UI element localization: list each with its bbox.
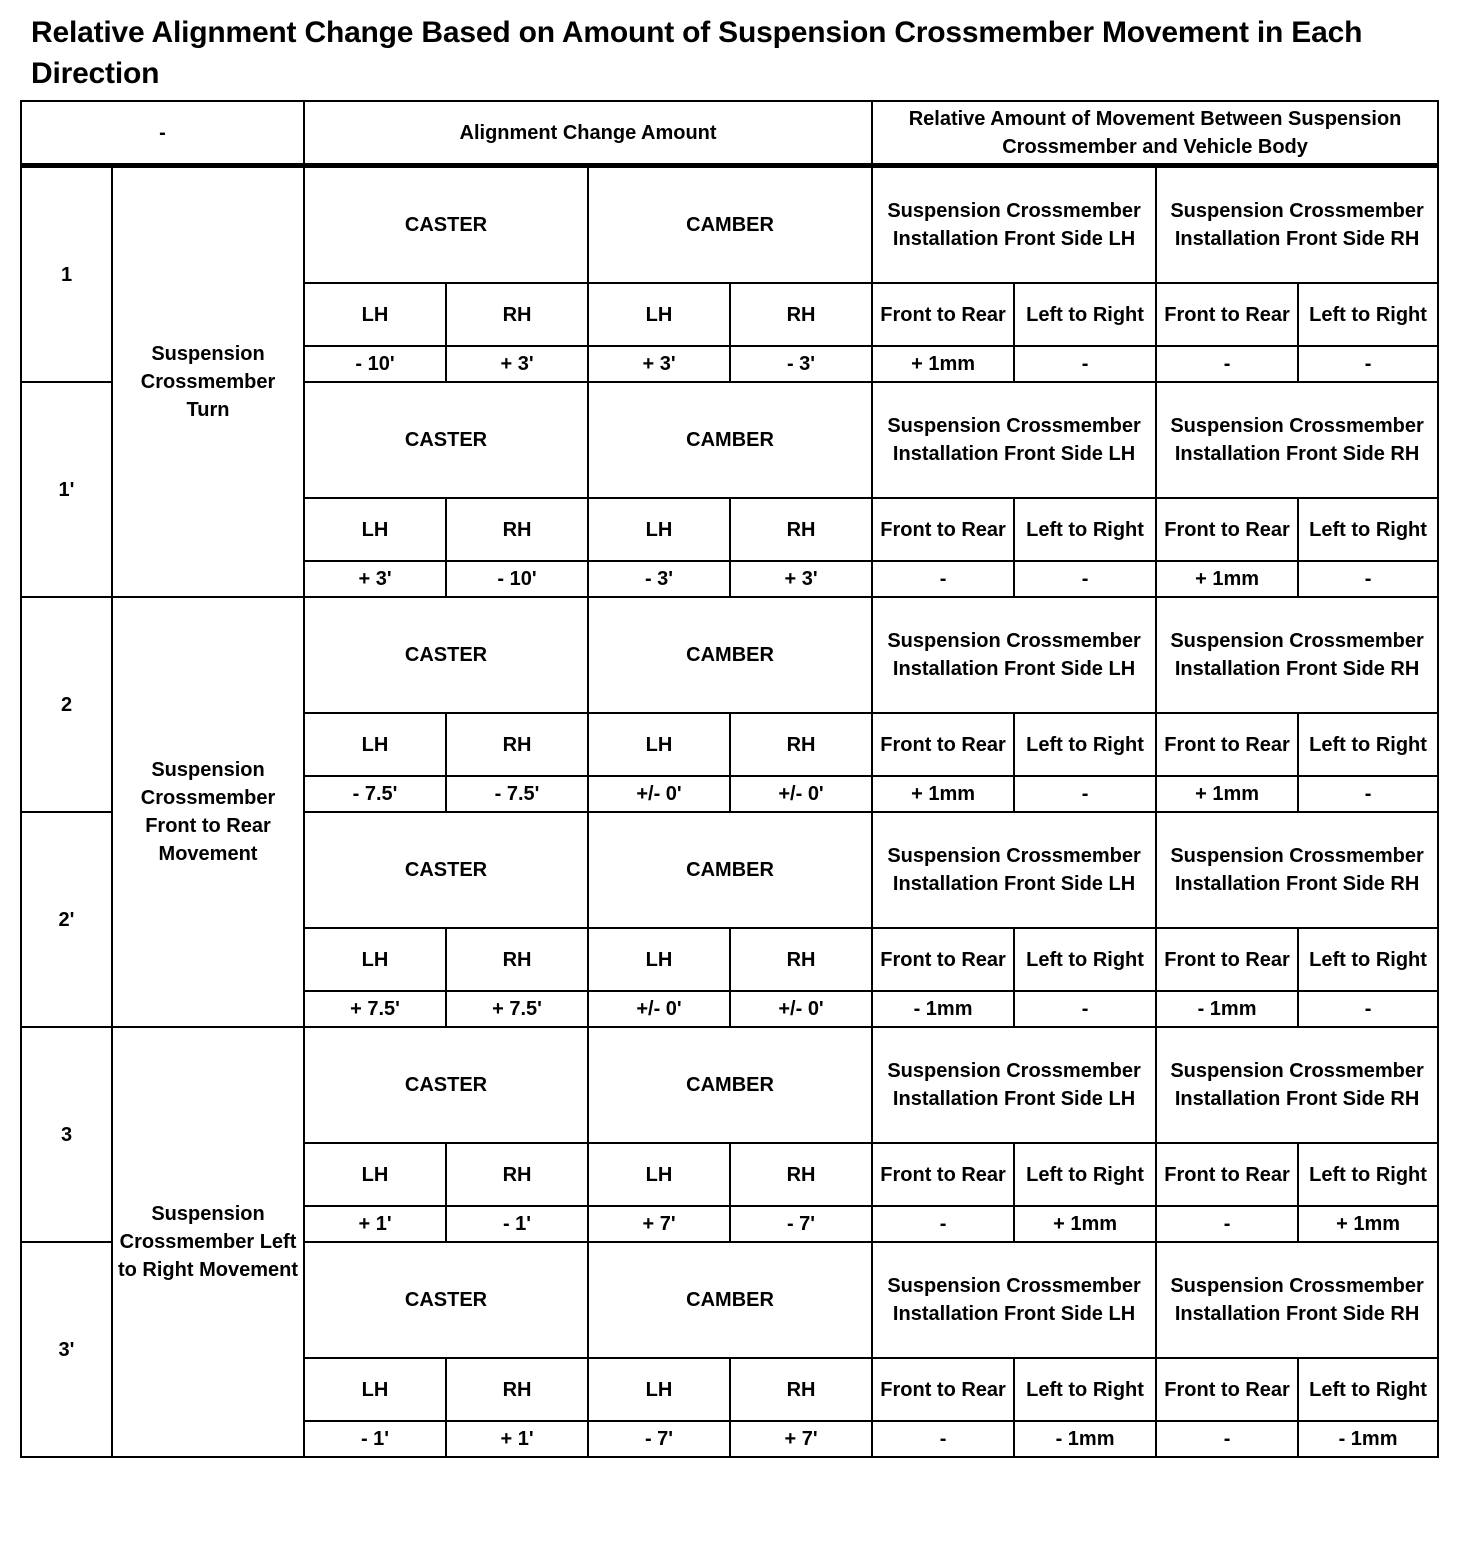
- value-cell: - 7': [588, 1421, 730, 1457]
- front-side-rh-label: Suspension Crossmember Installation Front Side RH: [1156, 382, 1438, 498]
- value-cell: + 3': [304, 561, 446, 597]
- value-cell: + 1': [446, 1421, 588, 1457]
- caster-label: CASTER: [304, 812, 588, 928]
- value-cell: - 1': [304, 1421, 446, 1457]
- front-side-lh-label: Suspension Crossmember Installation Front Side LH: [872, 812, 1156, 928]
- value-cell: - 1mm: [1298, 1421, 1438, 1457]
- front-side-lh-label: Suspension Crossmember Installation Front Side LH: [872, 1027, 1156, 1143]
- sub-header-front-to-rear: Front to Rear: [1156, 1143, 1298, 1206]
- value-cell: +/- 0': [588, 991, 730, 1027]
- camber-label: CAMBER: [588, 597, 872, 713]
- header-caster-row: [21, 1027, 1438, 1143]
- caster-label: CASTER: [304, 1242, 588, 1358]
- value-cell: +/- 0': [588, 776, 730, 812]
- value-cell: +/- 0': [730, 991, 872, 1027]
- value-cell: -: [1014, 346, 1156, 382]
- value-cell: + 1mm: [1156, 776, 1298, 812]
- value-cell: - 7.5': [304, 776, 446, 812]
- value-cell: + 1mm: [872, 346, 1014, 382]
- sub-header-front-to-rear: Front to Rear: [1156, 713, 1298, 776]
- sub-header-front-to-rear: Front to Rear: [1156, 928, 1298, 991]
- front-side-lh-label: Suspension Crossmember Installation Front Side LH: [872, 166, 1156, 284]
- sub-header-lh: LH: [304, 1358, 446, 1421]
- sub-header-lh: LH: [588, 1358, 730, 1421]
- value-cell: -: [1156, 1421, 1298, 1457]
- page-title: Relative Alignment Change Based on Amount of Suspension Crossmember Movement in Each Direction: [31, 16, 1363, 90]
- sub-header-lh: LH: [588, 498, 730, 561]
- sub-header-left-to-right: Left to Right: [1298, 498, 1438, 561]
- value-cell: +/- 0': [730, 776, 872, 812]
- row-index: 1: [21, 166, 112, 383]
- sub-header-rh: RH: [730, 283, 872, 346]
- value-cell: -: [1014, 991, 1156, 1027]
- sub-header-left-to-right: Left to Right: [1298, 928, 1438, 991]
- sub-header-front-to-rear: Front to Rear: [872, 928, 1014, 991]
- group-name: Suspension Crossmember Turn: [112, 166, 304, 598]
- value-cell: -: [1298, 561, 1438, 597]
- sub-header-lh: LH: [304, 928, 446, 991]
- value-cell: + 7.5': [304, 991, 446, 1027]
- header-row: [21, 101, 1438, 166]
- group-name: Suspension Crossmember Front to Rear Movement: [112, 597, 304, 1027]
- value-cell: + 7': [730, 1421, 872, 1457]
- caster-label: CASTER: [304, 597, 588, 713]
- front-side-rh-label: Suspension Crossmember Installation Front Side RH: [1156, 1027, 1438, 1143]
- caster-label: CASTER: [304, 382, 588, 498]
- value-cell: -: [1156, 346, 1298, 382]
- row-index: 2': [21, 812, 112, 1027]
- value-cell: + 7.5': [446, 991, 588, 1027]
- sub-header-front-to-rear: Front to Rear: [872, 713, 1014, 776]
- value-cell: - 7': [730, 1206, 872, 1242]
- sub-header-left-to-right: Left to Right: [1014, 928, 1156, 991]
- value-cell: + 3': [446, 346, 588, 382]
- row-index: 2: [21, 597, 112, 812]
- sub-header-front-to-rear: Front to Rear: [872, 1143, 1014, 1206]
- sub-header-left-to-right: Left to Right: [1014, 1143, 1156, 1206]
- value-cell: -: [872, 1206, 1014, 1242]
- alignment-table: [20, 100, 1439, 1458]
- front-side-lh-label: Suspension Crossmember Installation Front Side LH: [872, 597, 1156, 713]
- sub-header-lh: LH: [304, 498, 446, 561]
- sub-header-rh: RH: [730, 498, 872, 561]
- value-cell: - 3': [730, 346, 872, 382]
- sub-header-front-to-rear: Front to Rear: [872, 1358, 1014, 1421]
- camber-label: CAMBER: [588, 812, 872, 928]
- row-index: 3: [21, 1027, 112, 1242]
- front-side-lh-label: Suspension Crossmember Installation Front Side LH: [872, 1242, 1156, 1358]
- value-cell: -: [1156, 1206, 1298, 1242]
- value-cell: -: [872, 1421, 1014, 1457]
- sub-header-front-to-rear: Front to Rear: [872, 283, 1014, 346]
- value-cell: -: [1298, 776, 1438, 812]
- sub-header-rh: RH: [730, 1358, 872, 1421]
- sub-header-lh: LH: [588, 283, 730, 346]
- header-caster-row: [21, 166, 1438, 284]
- value-cell: - 10': [446, 561, 588, 597]
- camber-label: CAMBER: [588, 382, 872, 498]
- sub-header-left-to-right: Left to Right: [1298, 283, 1438, 346]
- value-cell: + 1mm: [872, 776, 1014, 812]
- front-side-lh-label: Suspension Crossmember Installation Front Side LH: [872, 382, 1156, 498]
- front-side-rh-label: Suspension Crossmember Installation Front Side RH: [1156, 812, 1438, 928]
- sub-header-lh: LH: [304, 1143, 446, 1206]
- caster-label: CASTER: [304, 166, 588, 284]
- sub-header-left-to-right: Left to Right: [1014, 283, 1156, 346]
- sub-header-lh: LH: [304, 713, 446, 776]
- value-cell: -: [872, 561, 1014, 597]
- sub-header-rh: RH: [446, 1143, 588, 1206]
- camber-label: CAMBER: [588, 1027, 872, 1143]
- sub-header-lh: LH: [588, 1143, 730, 1206]
- sub-header-rh: RH: [730, 1143, 872, 1206]
- sub-header-front-to-rear: Front to Rear: [1156, 1358, 1298, 1421]
- sub-header-rh: RH: [730, 928, 872, 991]
- camber-label: CAMBER: [588, 1242, 872, 1358]
- sub-header-rh: RH: [446, 498, 588, 561]
- sub-header-left-to-right: Left to Right: [1298, 713, 1438, 776]
- value-cell: -: [1298, 346, 1438, 382]
- sub-header-rh: RH: [730, 713, 872, 776]
- header-movement: Relative Amount of Movement Between Suspension Crossmember and Vehicle Body: [872, 101, 1438, 166]
- value-cell: + 7': [588, 1206, 730, 1242]
- value-cell: -: [1014, 561, 1156, 597]
- value-cell: + 1mm: [1156, 561, 1298, 597]
- header-caster-row: [21, 597, 1438, 713]
- sub-header-front-to-rear: Front to Rear: [872, 498, 1014, 561]
- value-cell: - 1mm: [872, 991, 1014, 1027]
- sub-header-front-to-rear: Front to Rear: [1156, 283, 1298, 346]
- value-cell: + 3': [588, 346, 730, 382]
- header-alignment: Alignment Change Amount: [304, 101, 872, 166]
- value-cell: - 7.5': [446, 776, 588, 812]
- value-cell: - 1': [446, 1206, 588, 1242]
- sub-header-rh: RH: [446, 928, 588, 991]
- sub-header-left-to-right: Left to Right: [1014, 713, 1156, 776]
- front-side-rh-label: Suspension Crossmember Installation Front Side RH: [1156, 1242, 1438, 1358]
- value-cell: - 10': [304, 346, 446, 382]
- camber-label: CAMBER: [588, 166, 872, 284]
- sub-header-left-to-right: Left to Right: [1014, 1358, 1156, 1421]
- value-cell: - 1mm: [1156, 991, 1298, 1027]
- value-cell: + 1mm: [1298, 1206, 1438, 1242]
- value-cell: + 1': [304, 1206, 446, 1242]
- front-side-rh-label: Suspension Crossmember Installation Front Side RH: [1156, 166, 1438, 284]
- value-cell: + 1mm: [1014, 1206, 1156, 1242]
- value-cell: -: [1014, 776, 1156, 812]
- row-index: 1': [21, 382, 112, 597]
- sub-header-left-to-right: Left to Right: [1298, 1358, 1438, 1421]
- sub-header-rh: RH: [446, 1358, 588, 1421]
- value-cell: - 3': [588, 561, 730, 597]
- value-cell: - 1mm: [1014, 1421, 1156, 1457]
- value-cell: + 3': [730, 561, 872, 597]
- value-cell: -: [1298, 991, 1438, 1027]
- sub-header-front-to-rear: Front to Rear: [1156, 498, 1298, 561]
- sub-header-lh: LH: [588, 928, 730, 991]
- sub-header-rh: RH: [446, 283, 588, 346]
- sub-header-left-to-right: Left to Right: [1014, 498, 1156, 561]
- sub-header-rh: RH: [446, 713, 588, 776]
- row-index: 3': [21, 1242, 112, 1457]
- sub-header-left-to-right: Left to Right: [1298, 1143, 1438, 1206]
- front-side-rh-label: Suspension Crossmember Installation Front Side RH: [1156, 597, 1438, 713]
- header-blank: -: [21, 101, 304, 166]
- sub-header-lh: LH: [588, 713, 730, 776]
- sub-header-lh: LH: [304, 283, 446, 346]
- group-name: Suspension Crossmember Left to Right Movement: [112, 1027, 304, 1457]
- caster-label: CASTER: [304, 1027, 588, 1143]
